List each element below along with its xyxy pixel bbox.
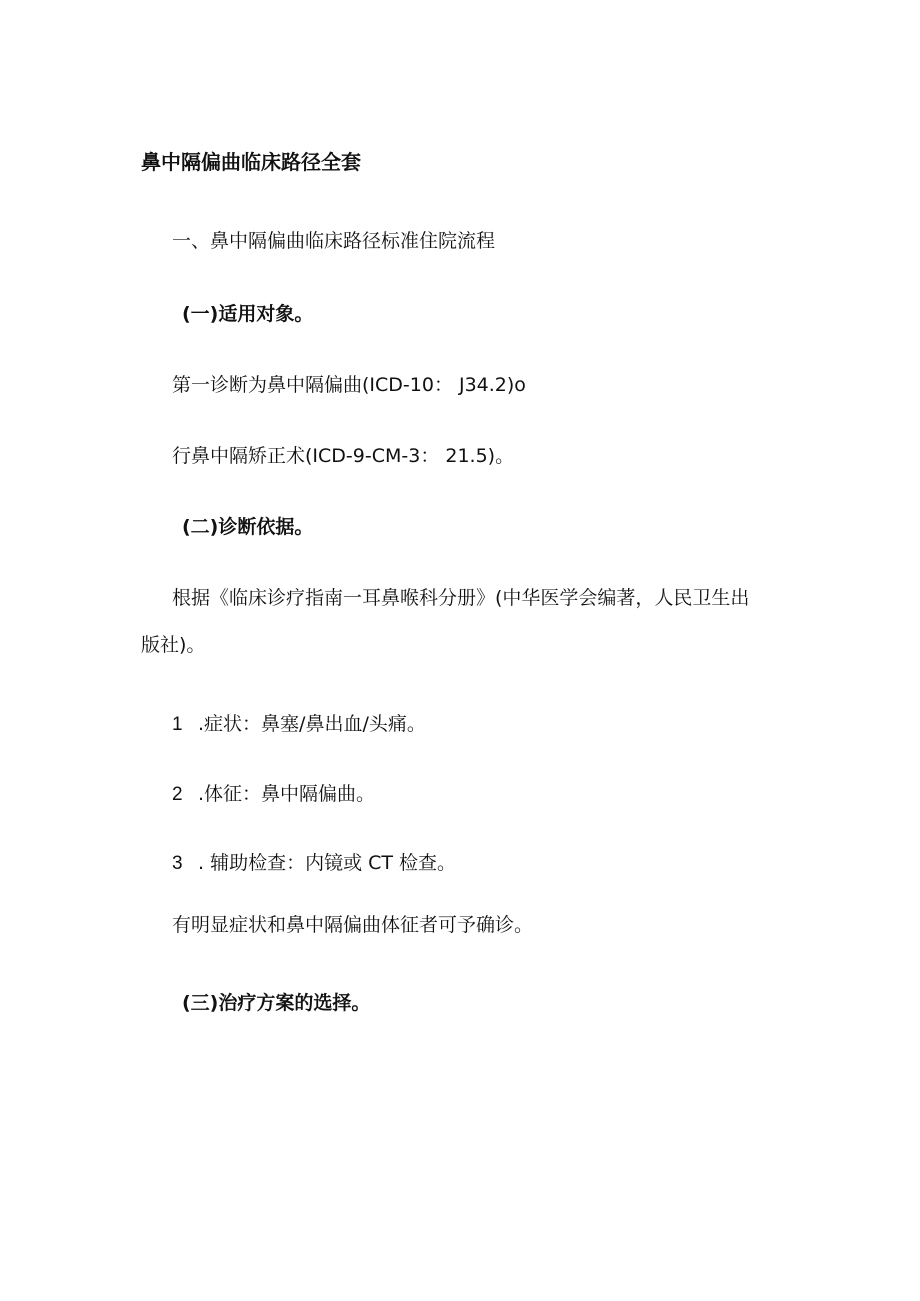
list-item-text: .体征：鼻中隔偏曲。 [198,783,376,805]
paragraph-reference-line-1: 根据《临床诊疗指南一耳鼻喉科分册》(中华医学会编著，人民卫生出 [172,587,750,609]
paragraph-reference-line-2: 版社)。 [141,634,206,656]
list-item-number: 1 [172,714,183,735]
subsection-heading-treatment-plan: (三)治疗方案的选择。 [182,992,371,1014]
list-item [172,715,426,734]
list-item-text: . 辅助检查：内镜或 CT 检查。 [198,852,457,874]
subsection-heading-diagnosis-basis: (二)诊断依据。 [182,516,314,538]
list-item [172,785,375,804]
paragraph-diagnosis-code: 第一诊断为鼻中隔偏曲(ICD-10： J34.2)o [172,374,526,396]
paragraph-conclusion: 有明显症状和鼻中隔偏曲体征者可予确诊。 [172,914,534,936]
list-item-number: 3 [172,853,183,874]
subsection-heading-applicable-subjects: (一)适用对象。 [182,303,314,325]
section-heading: 一、鼻中隔偏曲临床路径标准住院流程 [172,230,496,252]
document-title: 鼻中隔偏曲临床路径全套 [141,150,361,174]
paragraph-procedure-code: 行鼻中隔矫正术(ICD-9-CM-3： 21.5)。 [172,445,515,467]
list-item [172,854,456,873]
list-item-text: .症状：鼻塞/鼻出血/头痛。 [198,713,426,735]
list-item-number: 2 [172,784,183,805]
